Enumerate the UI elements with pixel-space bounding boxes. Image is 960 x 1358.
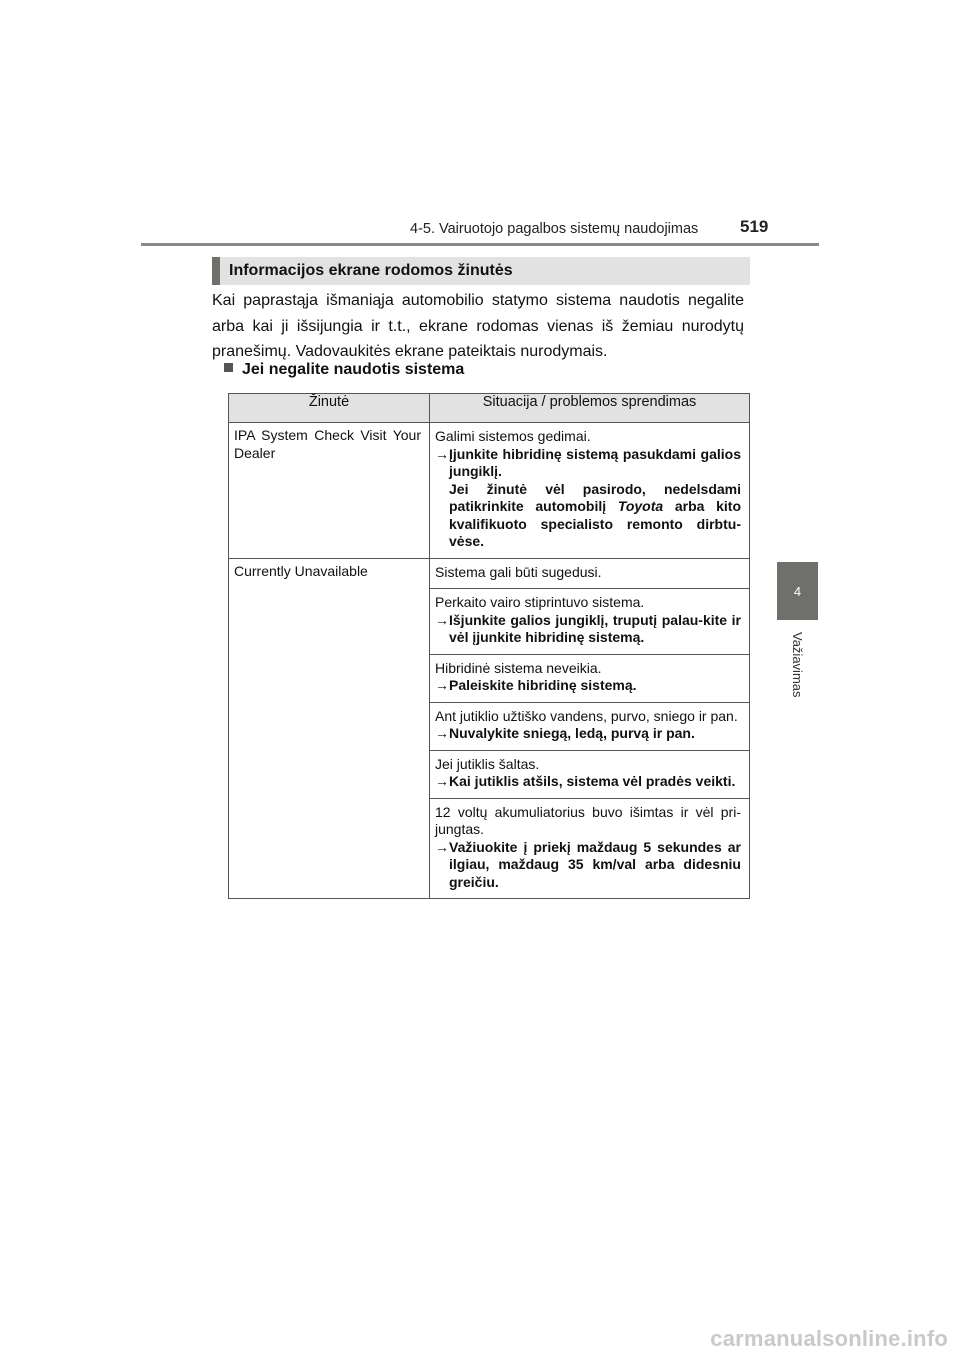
situation-text: Ant jutiklio užtiško vandens, purvo, sniego ir pan. xyxy=(435,707,738,724)
chapter-tab xyxy=(777,562,818,620)
arrow-icon: → xyxy=(435,838,449,855)
header-title: 4-5. Vairuotojo pagalbos sistemų naudojimas xyxy=(410,221,699,237)
situation-cell xyxy=(430,558,750,589)
action-item xyxy=(435,773,741,791)
chapter-label: Važiavimas xyxy=(790,632,805,698)
action-text: Važiuokite į priekį maždaug 5 sekundes ar ilgiau, maždaug 35 km/val arba didesniu greičiu. xyxy=(449,838,741,890)
action-item xyxy=(435,612,741,647)
action-item xyxy=(435,839,741,892)
page-number: 519 xyxy=(740,217,769,236)
chapter-number: 4 xyxy=(793,584,802,599)
arrow-icon: → xyxy=(435,677,449,693)
header-message: Žinutė xyxy=(229,394,430,423)
action-text: Įjunkite hibridinę sistemą pasukdami galios jungiklį. xyxy=(449,445,741,479)
watermark: carmanualsonline.info xyxy=(710,1326,948,1351)
subheading xyxy=(224,361,464,379)
action-text-part: Jei žinutė vėl pasirodo, nedelsdami patikrinkite automobilį xyxy=(449,480,741,514)
section-heading: Informacijos ekrane rodomos žinutės xyxy=(212,257,750,285)
intro-paragraph: Kai paprastąja išmaniąja automobilio statymo sistema naudotis negalite arba kai ji išsijungia ir t.t., ekrane rodomas vienas iš žemiau nurodytų pranešimų. Vadovaukitės ekrane pateiktais nurodymais. xyxy=(212,292,744,360)
square-bullet-icon xyxy=(224,363,233,372)
action-item xyxy=(435,725,741,743)
brand-name: Toyota xyxy=(617,498,664,514)
situation-text: 12 voltų akumuliatorius buvo išimtas ir vėl pri-jungtas. xyxy=(435,803,741,837)
action-text-continued xyxy=(449,481,741,551)
action-item xyxy=(435,446,741,551)
action-text: Kai jutiklis atšils, sistema vėl pradės veikti. xyxy=(449,773,736,789)
situation-text: Hibridinė sistema neveikia. xyxy=(435,659,602,676)
subheading-text: Jei negalite naudotis sistema xyxy=(242,361,465,378)
action-item xyxy=(435,677,741,695)
situation-text: Perkaito vairo stiprintuvo sistema. xyxy=(435,594,645,610)
situation-cell xyxy=(430,750,750,798)
situation-text: Galimi sistemos gedimai. xyxy=(435,428,591,444)
arrow-icon: → xyxy=(435,611,449,628)
action-text: Paleiskite hibridinę sistemą. xyxy=(449,677,637,693)
situation-cell xyxy=(430,702,750,750)
situation-cell xyxy=(430,798,750,899)
situation-cell xyxy=(430,423,750,559)
situation-text: Jei jutiklis šaltas. xyxy=(435,755,540,772)
action-text: Nuvalykite sniegą, ledą, purvą ir pan. xyxy=(449,725,695,741)
action-text: Išjunkite galios jungiklį, truputį palau-kite ir vėl įjunkite hibridinę sistemą. xyxy=(449,611,741,645)
table-header-row xyxy=(229,394,750,423)
table-row xyxy=(229,423,750,559)
situation-cell xyxy=(430,654,750,702)
situation-cell xyxy=(430,589,750,655)
header-situation: Situacija / problemos sprendimas xyxy=(430,394,750,423)
arrow-icon: → xyxy=(435,445,449,462)
arrow-icon: → xyxy=(435,773,449,789)
action-text-part: arba kito kvalifikuoto specialisto remonto dirbtu-vėse. xyxy=(449,498,741,549)
situation-text: Sistema gali būti sugedusi. xyxy=(435,563,602,580)
arrow-icon: → xyxy=(435,725,449,741)
header-rule xyxy=(141,243,819,246)
message-cell: IPA System Check Visit Your Dealer xyxy=(229,423,430,559)
message-cell: Currently Unavailable xyxy=(229,558,430,899)
message-table xyxy=(228,393,750,899)
table-row xyxy=(229,558,750,589)
